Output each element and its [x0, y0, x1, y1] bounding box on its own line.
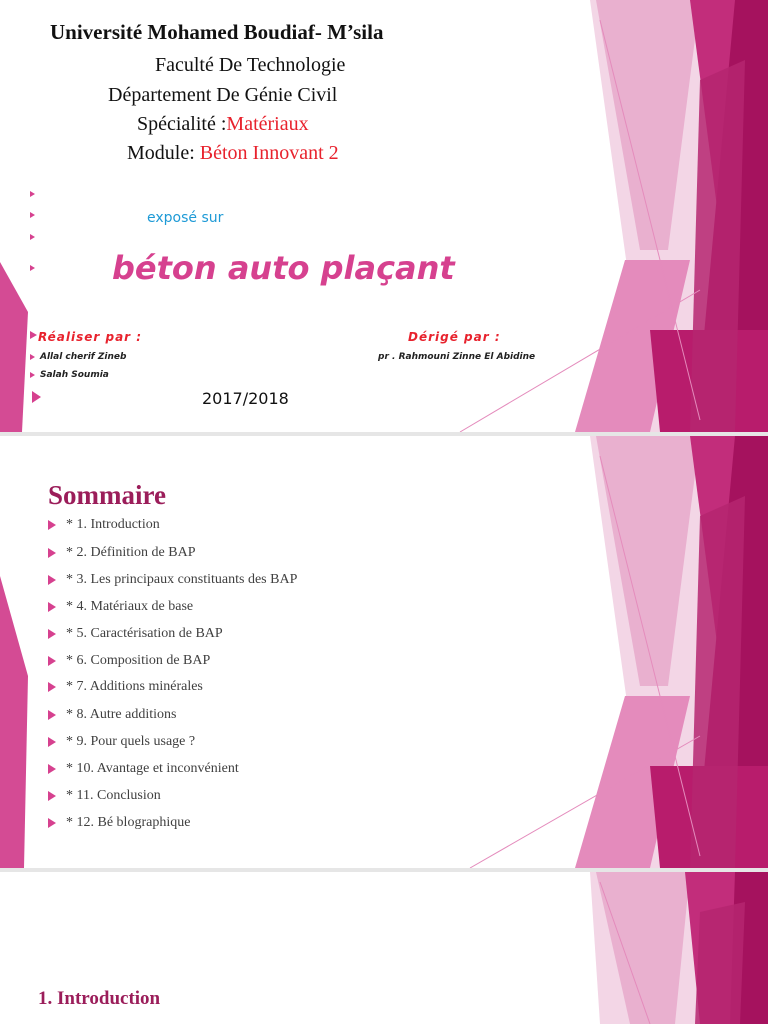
university-name: Université Mohamed Boudiaf- M’sila	[50, 20, 384, 44]
bullet-arrow-icon	[48, 764, 56, 774]
toc-item: * 11. Conclusion	[48, 786, 161, 806]
pink-facets-decoration	[0, 0, 768, 432]
toc-item: * 10. Avantage et inconvénient	[48, 759, 239, 779]
toc-item: * 3. Les principaux constituants des BAP	[48, 570, 297, 590]
toc-item: * 2. Définition de BAP	[48, 543, 196, 563]
bullet-arrow-icon	[48, 629, 56, 639]
toc-heading: Sommaire	[48, 480, 166, 510]
faculty-name: Faculté De Technologie	[155, 54, 346, 76]
bullet-arrow-icon	[48, 548, 56, 558]
module-value: Béton Innovant 2	[199, 142, 339, 164]
specialty-value: Matériaux	[226, 113, 309, 135]
bullet-arrow-icon	[30, 265, 35, 271]
introduction-slide	[0, 872, 768, 1024]
bullet-arrow-icon	[30, 372, 35, 378]
bullet-arrow-icon	[30, 191, 35, 197]
bullet-arrow-icon	[48, 682, 56, 692]
title-slide	[0, 0, 768, 432]
section-heading: 1. Introduction	[38, 988, 161, 1009]
specialty-line	[137, 113, 309, 136]
academic-year: 2017/2018	[202, 389, 289, 408]
specialty-label: Spécialité :	[137, 113, 227, 135]
toc-item: * 5. Caractérisation de BAP	[48, 624, 223, 644]
toc-item: * 12. Bé blographique	[48, 813, 190, 833]
module-label: Module:	[127, 142, 200, 164]
author-name: Allal cherif Zineb	[40, 352, 127, 362]
bullet-arrow-icon	[30, 331, 37, 339]
module-line	[127, 142, 339, 165]
bullet-arrow-icon	[48, 520, 56, 530]
expose-label: exposé sur	[147, 210, 224, 226]
bullet-arrow-icon	[48, 818, 56, 828]
author-name: Salah Soumia	[40, 370, 109, 380]
table-of-contents-slide	[0, 436, 768, 868]
bullet-arrow-icon	[48, 737, 56, 747]
toc-item: * 7. Additions minérales	[48, 677, 203, 697]
bullet-arrow-icon	[48, 656, 56, 666]
bullet-arrow-icon	[48, 602, 56, 612]
toc-item: * 8. Autre additions	[48, 705, 176, 725]
bullet-arrow-icon	[30, 212, 35, 218]
presentation-title: béton auto plaçant	[112, 249, 455, 287]
department-name: Département De Génie Civil	[108, 84, 338, 106]
bullet-arrow-icon	[48, 710, 56, 720]
supervisor-name: pr . Rahmouni Zinne El Abidine	[378, 352, 536, 362]
toc-item: * 6. Composition de BAP	[48, 651, 210, 671]
authors-label: Réaliser par :	[38, 330, 143, 344]
bullet-arrow-icon	[30, 234, 35, 240]
bullet-arrow-icon	[30, 354, 35, 360]
bullet-arrow-icon	[32, 391, 41, 403]
toc-item: * 4. Matériaux de base	[48, 597, 193, 617]
bullet-arrow-icon	[48, 575, 56, 585]
bullet-arrow-icon	[48, 791, 56, 801]
toc-item: * 9. Pour quels usage ?	[48, 732, 195, 752]
toc-item: * 1. Introduction	[48, 515, 160, 535]
supervisor-label: Dérigé par :	[408, 330, 501, 344]
